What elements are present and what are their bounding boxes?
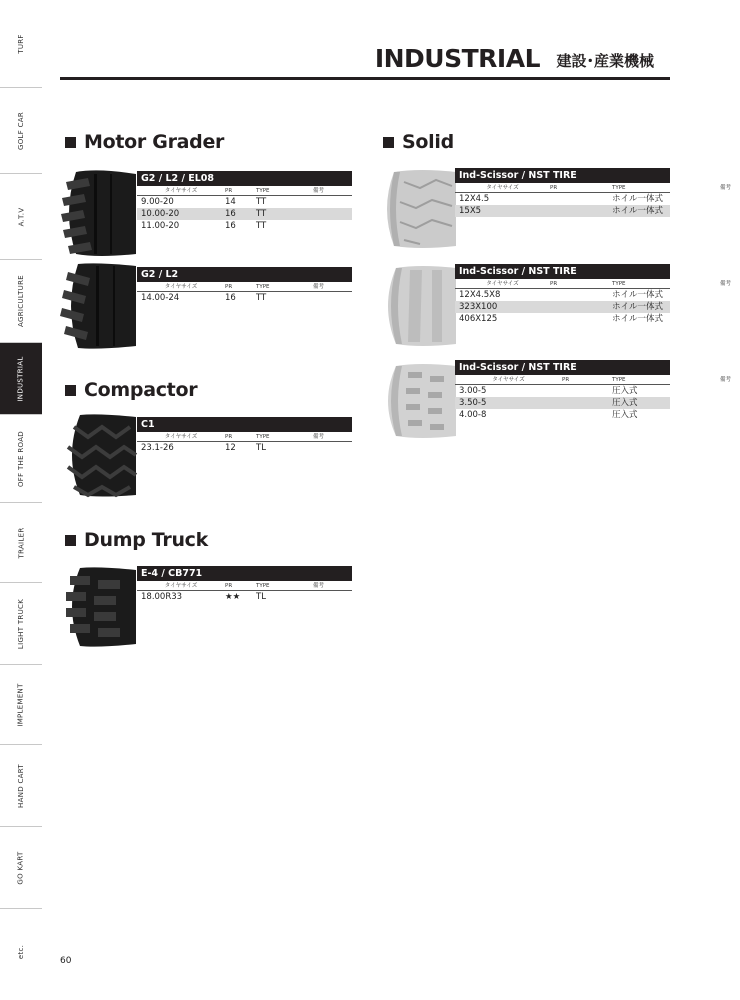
column-pr: PR <box>225 434 233 440</box>
column-note: 備考 <box>313 188 325 194</box>
column-type: TYPE <box>612 377 626 383</box>
dump-truck-tire-image <box>58 566 138 648</box>
page-header <box>60 42 670 80</box>
column-pr: PR <box>225 188 233 194</box>
heading-bullet <box>383 137 394 148</box>
section-title: Compactor <box>84 379 198 401</box>
sidebar-item-hand-cart[interactable] <box>0 745 42 827</box>
sidebar-item-label: TURF <box>17 33 25 54</box>
section-heading-motor-grader <box>65 130 224 154</box>
column-note: 備考 <box>720 377 732 383</box>
motor-grader-tire-image <box>58 168 138 258</box>
sidebar-item-label: IMPLEMENT <box>17 682 26 727</box>
section-title: Motor Grader <box>84 131 225 153</box>
column-type: TYPE <box>256 284 270 290</box>
sidebar-item-label: OFF THE ROAD <box>17 430 26 487</box>
column-size: タイヤサイズ <box>492 377 525 383</box>
column-type: TYPE <box>256 188 270 194</box>
header-divider <box>60 77 670 80</box>
spec-table-ind-scissor-1 <box>455 168 732 217</box>
column-note: 備考 <box>313 583 325 589</box>
table-row: 11.00-20 16 TT <box>141 221 267 231</box>
spec-table-e4-cb771 <box>137 566 352 603</box>
spec-table-header <box>455 375 732 385</box>
sidebar-item-label: INDUSTRIAL <box>17 355 25 402</box>
table-row: 18.00R33 ★★ TL <box>141 592 266 602</box>
column-size: タイヤサイズ <box>486 185 519 191</box>
column-pr: PR <box>562 377 570 383</box>
spec-table-title: Ind-Scissor / NST TIRE <box>455 360 670 375</box>
compactor-tire-image <box>58 413 138 498</box>
spec-table-header <box>137 282 352 292</box>
table-row: 12X4.5 ホイル一体式 <box>459 194 664 204</box>
table-row: 9.00-20 14 TT <box>141 197 267 207</box>
section-title: Dump Truck <box>84 529 208 551</box>
page-title: INDUSTRIAL <box>374 44 540 73</box>
sidebar-item-turf[interactable] <box>0 0 42 88</box>
table-row: 406X125 ホイル一体式 <box>459 314 664 324</box>
column-type: TYPE <box>256 434 270 440</box>
motor-grader-l2-tire-image <box>58 262 138 350</box>
spec-table-title: Ind-Scissor / NST TIRE <box>455 168 670 183</box>
spec-table-title: G2 / L2 <box>137 267 352 282</box>
sidebar-item-atv[interactable] <box>0 174 42 260</box>
table-row: 14.00-24 16 TT <box>141 293 267 303</box>
sidebar-item-go-kart[interactable] <box>0 827 42 909</box>
spec-table-title: C1 <box>137 417 352 432</box>
sidebar-item-label: HAND CART <box>17 763 26 808</box>
spec-table-ind-scissor-3 <box>455 360 732 421</box>
sidebar-item-label: TRAILER <box>17 527 25 558</box>
section-heading-dump-truck <box>65 528 208 552</box>
section-heading-solid <box>383 130 454 154</box>
sidebar-item-golf-car[interactable] <box>0 88 42 174</box>
table-row: 3.50-5 圧入式 <box>455 397 670 409</box>
sidebar-item-label: LIGHT TRUCK <box>17 598 26 649</box>
sidebar-item-label: GO KART <box>17 850 25 885</box>
column-note: 備考 <box>720 185 732 191</box>
column-type: TYPE <box>612 185 626 191</box>
sidebar-item-label: A.T.V <box>16 207 25 226</box>
spec-table-g2-l2 <box>137 267 352 304</box>
spec-table-header <box>137 432 352 442</box>
sidebar-item-trailer[interactable] <box>0 503 42 583</box>
column-pr: PR <box>225 583 233 589</box>
column-type: TYPE <box>612 281 626 287</box>
table-row: 4.00-8 圧入式 <box>459 410 638 420</box>
table-row: 323X100 ホイル一体式 <box>455 301 670 313</box>
column-pr: PR <box>550 281 558 287</box>
section-heading-compactor <box>65 378 197 402</box>
column-size: タイヤサイズ <box>164 583 198 589</box>
spec-table-g2-l2-el08 <box>137 171 352 232</box>
spec-table-title: E-4 / CB771 <box>137 566 352 581</box>
spec-table-title: Ind-Scissor / NST TIRE <box>455 264 670 279</box>
spec-table-header <box>137 186 352 196</box>
table-row: 3.00-5 圧入式 <box>459 386 638 396</box>
table-row: 12X4.5X8 ホイル一体式 <box>459 290 664 300</box>
sidebar-item-industrial[interactable] <box>0 343 42 415</box>
spec-table-header <box>455 279 732 289</box>
column-note: 備考 <box>313 284 325 290</box>
sidebar-item-agriculture[interactable] <box>0 260 42 343</box>
heading-bullet <box>65 137 76 148</box>
column-size: タイヤサイズ <box>164 284 198 290</box>
heading-bullet <box>65 535 76 546</box>
page-subtitle: 建設･産業機械 <box>556 52 654 70</box>
solid-tire-image-1 <box>380 168 458 250</box>
spec-table-header <box>455 183 732 193</box>
sidebar-item-off-the-road[interactable] <box>0 415 42 503</box>
column-pr: PR <box>550 185 558 191</box>
solid-tire-image-2 <box>380 264 458 348</box>
page-number: 60 <box>60 956 72 966</box>
category-sidebar <box>0 0 42 1000</box>
sidebar-item-implement[interactable] <box>0 665 42 745</box>
column-type: TYPE <box>256 583 270 589</box>
column-size: タイヤサイズ <box>486 281 519 287</box>
sidebar-item-label: AGRICULTURE <box>17 275 26 327</box>
column-size: タイヤサイズ <box>164 434 198 440</box>
solid-tire-image-3 <box>380 362 458 440</box>
column-size: タイヤサイズ <box>164 188 198 194</box>
spec-table-ind-scissor-2 <box>455 264 732 325</box>
sidebar-item-etc[interactable] <box>0 909 42 995</box>
sidebar-item-label: etc. <box>16 944 25 960</box>
spec-table-header <box>137 581 352 591</box>
column-note: 備考 <box>313 434 325 440</box>
section-title: Solid <box>402 131 454 153</box>
spec-table-c1 <box>137 417 352 454</box>
table-row: 15X5 ホイル一体式 <box>455 205 670 217</box>
column-pr: PR <box>225 284 233 290</box>
column-note: 備考 <box>720 281 732 287</box>
table-row: 23.1-26 12 TL <box>141 443 266 453</box>
spec-table-title: G2 / L2 / EL08 <box>137 171 352 186</box>
sidebar-item-label: GOLF CAR <box>17 111 25 150</box>
table-row: 10.00-20 16 TT <box>137 208 352 220</box>
heading-bullet <box>65 385 76 396</box>
sidebar-item-light-truck[interactable] <box>0 583 42 665</box>
